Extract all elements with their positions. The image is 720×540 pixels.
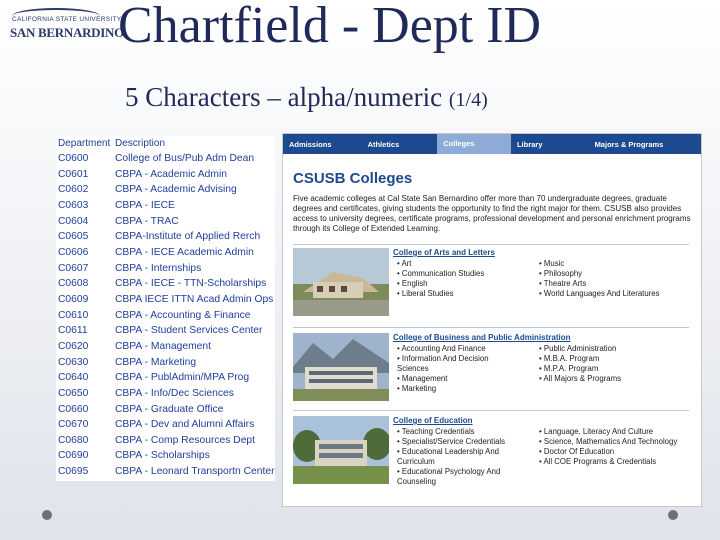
nav-library[interactable]: Library: [516, 139, 543, 149]
web-intro: Five academic colleges at Cal State San Bernardino offer more than 70 undergraduate degrees, graduate degrees and certificates, giving students the opportunity to find the right major for them. CSUSB also provides access to university degrees, certificate programs, professional development and personal enrichment programs through its College of Extended Learning.: [293, 194, 691, 233]
dept-description: CBPA - Scholarships: [115, 450, 210, 462]
dept-description: CBPA - Internships: [115, 262, 202, 274]
program-list-left: [397, 344, 521, 394]
dept-code: C0605: [58, 231, 89, 243]
nav-majors-programs[interactable]: Majors & Programs: [594, 139, 664, 149]
program-list-right: [539, 427, 679, 467]
program-link[interactable]: • Art: [397, 259, 484, 269]
dept-code: C0640: [58, 372, 89, 384]
education-building-photo: [293, 416, 389, 484]
nav-admissions[interactable]: Admissions: [289, 139, 332, 149]
dept-code: C0601: [58, 168, 89, 180]
program-link[interactable]: • Public Administration: [539, 344, 621, 354]
table-row: [56, 402, 275, 418]
dept-description: CBPA - Student Services Center: [115, 325, 263, 337]
dept-description: CBPA - Leonard Transportn Center: [115, 466, 275, 478]
dept-description: CBPA - Dev and Alumni Affairs: [115, 419, 255, 431]
program-link[interactable]: • Theatre Arts: [539, 279, 660, 289]
program-list-right: [539, 259, 660, 299]
program-link[interactable]: • English: [397, 279, 484, 289]
dept-code: C0620: [58, 340, 89, 352]
slide-subtitle: [125, 82, 488, 113]
dept-description: CBPA - Info/Dec Sciences: [115, 387, 234, 399]
slide-title: Chartfield - Dept ID: [118, 0, 542, 54]
subtitle-main: 5 Characters – alpha/numeric: [125, 82, 443, 112]
program-link[interactable]: • Music: [539, 259, 660, 269]
dept-code: C0680: [58, 434, 89, 446]
web-heading: CSUSB Colleges: [293, 170, 413, 187]
table-row: [56, 417, 275, 433]
dept-description: CBPA - Management: [115, 340, 211, 352]
divider: [293, 410, 689, 411]
dept-code: C0609: [58, 293, 89, 305]
program-link[interactable]: • M.B.A. Program: [539, 354, 621, 364]
dept-description: CBPA - IECE: [115, 199, 175, 211]
college-business-public-admin: [293, 333, 693, 405]
program-link[interactable]: • M.P.A. Program: [539, 364, 621, 374]
program-link[interactable]: • All Majors & Programs: [539, 374, 621, 384]
college-name[interactable]: College of Arts and Letters: [393, 248, 495, 257]
program-list-left: [397, 259, 484, 299]
csusb-logo: [6, 6, 124, 46]
table-row: [56, 464, 275, 480]
table-body: [56, 151, 275, 480]
table-row: [56, 339, 275, 355]
table-row: [56, 245, 275, 261]
subtitle-page: (1/4): [448, 89, 488, 111]
table-row: [56, 261, 275, 277]
dept-code: C0630: [58, 356, 89, 368]
program-link[interactable]: • Philosophy: [539, 269, 660, 279]
program-link[interactable]: • Liberal Studies: [397, 289, 484, 299]
college-education: [293, 416, 693, 506]
program-link[interactable]: • Marketing: [397, 384, 521, 394]
program-list-right: [539, 344, 621, 384]
dept-code: C0600: [58, 153, 89, 164]
program-list-left: [397, 427, 531, 487]
dept-description: CBPA - PublAdmin/MPA Prog: [115, 372, 250, 384]
dept-code: C0690: [58, 450, 89, 462]
table-row: [56, 386, 275, 402]
program-link[interactable]: • Specialist/Service Credentials: [397, 437, 531, 447]
table-row: [56, 448, 275, 464]
arts-building-photo: [293, 248, 389, 316]
table-header: [56, 136, 275, 151]
program-link[interactable]: • Communication Studies: [397, 269, 484, 279]
dept-description: CBPA - IECE - TTN-Scholarships: [115, 278, 267, 290]
decorative-dot-left: [42, 510, 52, 520]
program-link[interactable]: • Management: [397, 374, 521, 384]
table-row: [56, 167, 275, 183]
header-department: Department: [58, 138, 111, 149]
program-link[interactable]: • Science, Mathematics And Technology: [539, 437, 679, 447]
dept-code: C0603: [58, 199, 89, 211]
table-row: [56, 229, 275, 245]
program-link[interactable]: • Information And Decision Sciences: [397, 354, 521, 374]
dept-description: CBPA - Accounting & Finance: [115, 309, 251, 321]
table-row: [56, 308, 275, 324]
college-name[interactable]: College of Education: [393, 416, 473, 425]
program-link[interactable]: • Doctor Of Education: [539, 447, 679, 457]
table-row: [56, 276, 275, 292]
dept-description: College of Bus/Pub Adm Dean: [115, 153, 255, 164]
dept-description: CBPA - Academic Advising: [115, 184, 237, 196]
dept-id-table: [56, 136, 275, 481]
table-row: [56, 292, 275, 308]
program-link[interactable]: • Language, Literacy And Culture: [539, 427, 679, 437]
dept-code: C0608: [58, 278, 89, 290]
dept-code: C0660: [58, 403, 89, 415]
program-link[interactable]: • Accounting And Finance: [397, 344, 521, 354]
logo-line1: CALIFORNIA STATE UNIVERSITY: [12, 16, 122, 23]
dept-description: CBPA - Graduate Office: [115, 403, 224, 415]
dept-code: C0604: [58, 215, 89, 227]
dept-description: CBPA - Comp Resources Dept: [115, 434, 256, 446]
table-row: [56, 151, 275, 167]
dept-code: C0606: [58, 246, 89, 258]
table-row: [56, 323, 275, 339]
dept-description: CBPA - Academic Admin: [115, 168, 227, 180]
table-row: [56, 370, 275, 386]
dept-code: C0695: [58, 466, 89, 478]
dept-description: CBPA - Marketing: [115, 356, 197, 368]
dept-code: C0602: [58, 184, 89, 196]
dept-description: CBPA - TRAC: [115, 215, 179, 227]
dept-description: CBPA - IECE Academic Admin: [115, 246, 254, 258]
program-link[interactable]: • Educational Psychology And Counseling: [397, 467, 531, 487]
nav-athletics[interactable]: Athletics: [367, 139, 400, 149]
decorative-dot-right: [668, 510, 678, 520]
dept-code: C0670: [58, 419, 89, 431]
college-arts-letters: [293, 248, 693, 320]
college-name[interactable]: College of Business and Public Administration: [393, 333, 571, 342]
table-row: [56, 198, 275, 214]
divider: [293, 244, 689, 245]
program-link[interactable]: • Educational Leadership And Curriculum: [397, 447, 531, 467]
web-nav-bar: [283, 134, 701, 154]
program-link[interactable]: • World Languages And Literatures: [539, 289, 660, 299]
program-link[interactable]: • All COE Programs & Credentials: [539, 457, 679, 467]
dept-code: C0610: [58, 309, 89, 321]
dept-code: C0650: [58, 387, 89, 399]
csusb-colleges-webpage: [282, 133, 702, 507]
logo-line2: SAN BERNARDINO: [10, 25, 124, 40]
table-row: [56, 182, 275, 198]
table-row: [56, 355, 275, 371]
table-row: [56, 433, 275, 449]
program-link[interactable]: • Teaching Credentials: [397, 427, 531, 437]
business-building-photo: [293, 333, 389, 401]
divider: [293, 327, 689, 328]
dept-description: CBPA-Institute of Applied Rerch: [115, 231, 261, 243]
header-description: Description: [115, 138, 166, 149]
dept-code: C0607: [58, 262, 89, 274]
table-row: [56, 214, 275, 230]
nav-colleges[interactable]: Colleges: [437, 134, 511, 154]
dept-code: C0611: [58, 325, 88, 337]
dept-description: CBPA IECE ITTN Acad Admin Ops: [115, 293, 274, 305]
